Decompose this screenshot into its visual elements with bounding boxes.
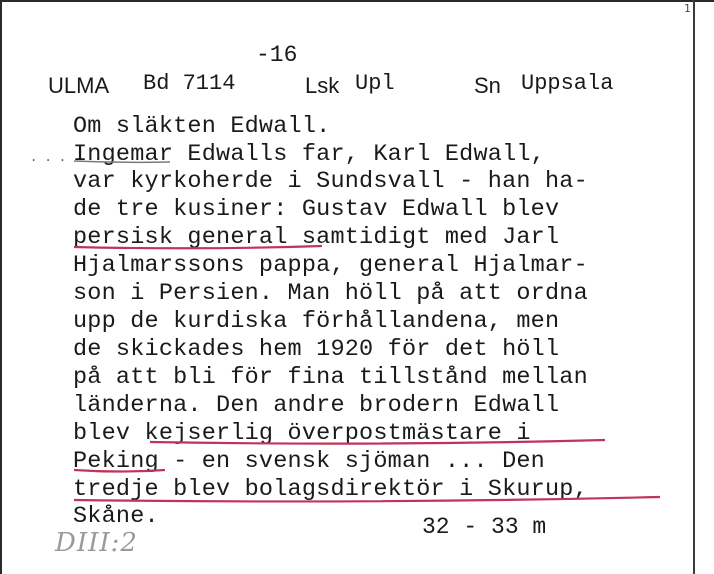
archive-reference: Bd 7114 xyxy=(143,71,236,96)
page-number: -16 xyxy=(256,42,298,68)
handwritten-note: DIII:2 xyxy=(55,528,138,558)
province-value: Upl xyxy=(355,71,395,96)
province-label: Lsk xyxy=(305,73,340,98)
text-line: länderna. Den andre brodern Edwall xyxy=(73,392,560,419)
text-line: Hjalmarssons pappa, general Hjalmar- xyxy=(73,252,588,279)
text-line: upp de kurdiska förhållandena, men xyxy=(73,308,560,335)
text-line: Ingemar Edwalls far, Karl Edwall, xyxy=(73,141,545,168)
text-line: Skåne. xyxy=(73,503,159,530)
footer-range: 32 - 33 m xyxy=(422,514,547,540)
text-line: Om släkten Edwall. xyxy=(73,113,331,140)
text-line: persisk general samtidigt med Jarl xyxy=(73,224,560,251)
text-line: var kyrkoherde i Sundsvall - han ha- xyxy=(73,168,588,195)
parish-value: Uppsala xyxy=(521,71,614,96)
card-left-edge xyxy=(0,0,2,574)
text-line: tredje blev bolagsdirektör i Skurup, xyxy=(73,476,588,503)
text-line: blev kejserlig överpostmästare i xyxy=(73,420,531,447)
text-line: Peking - en svensk sjöman ... Den xyxy=(73,448,545,475)
text-line: de skickades hem 1920 för det höll xyxy=(73,336,560,363)
card-right-edge xyxy=(693,0,695,574)
text-line: de tre kusiner: Gustav Edwall blev xyxy=(73,196,560,223)
text-line: son i Persien. Man höll på att ordna xyxy=(73,280,588,307)
corner-mark: 1 xyxy=(684,2,691,15)
archive-code: ULMA xyxy=(48,73,110,98)
text-line: på att bli för fina tillstånd mellan xyxy=(73,364,588,391)
card-top-edge xyxy=(0,0,714,2)
parish-label: Sn xyxy=(474,73,501,98)
margin-dots: . . . xyxy=(30,150,67,164)
